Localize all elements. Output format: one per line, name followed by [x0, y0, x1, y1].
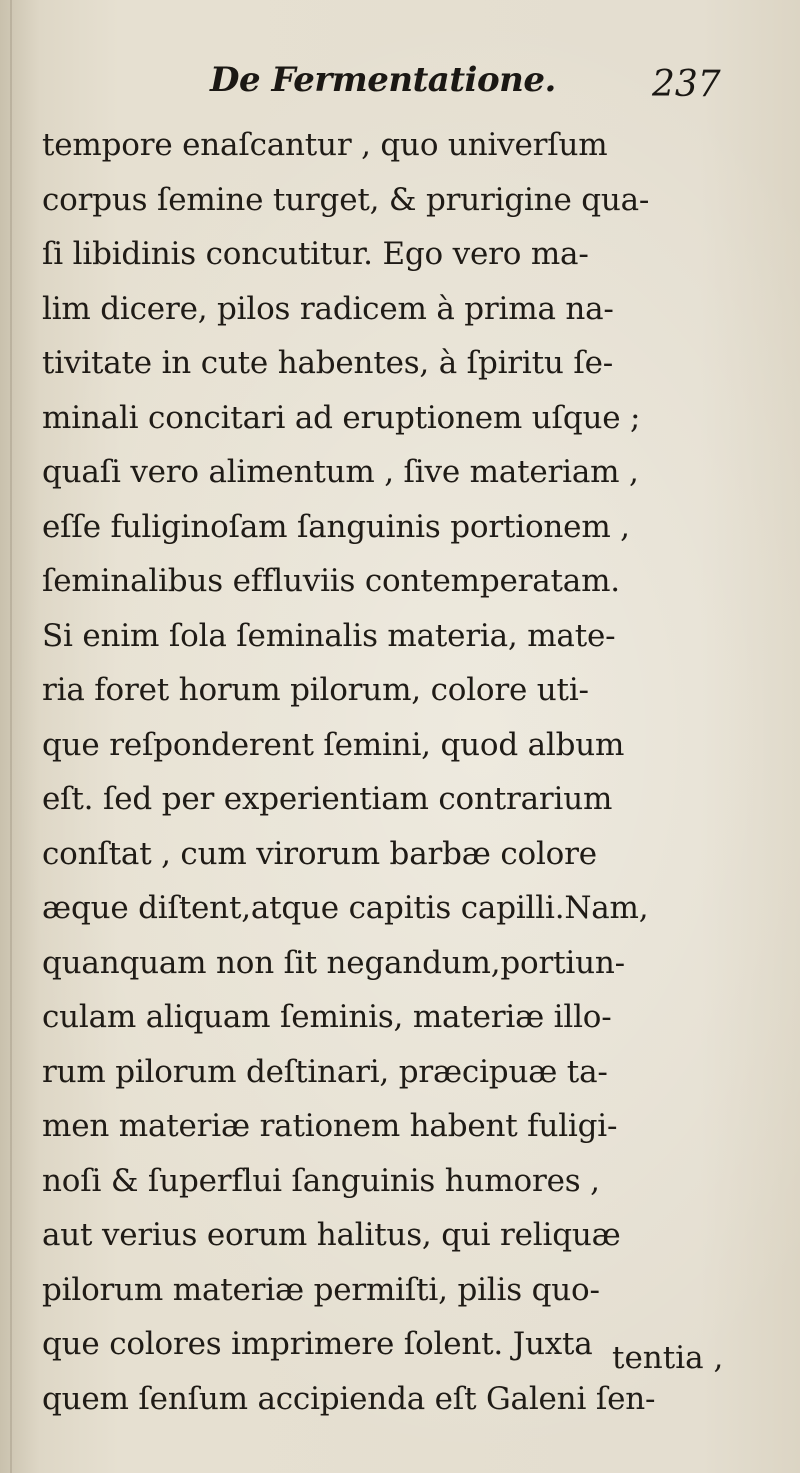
text-line: eſt. ſed per experientiam contrarium: [42, 781, 613, 817]
text-line: eſſe fuliginoſam ſanguinis portionem ,: [42, 508, 630, 545]
text-line: corpus ſemine turget, & prurigine qua-: [42, 181, 650, 218]
text-line: aut verius eorum halitus, qui reliquæ: [42, 1217, 621, 1253]
page-header: [0, 60, 800, 110]
text-line: pilorum materiæ permiſti, pilis quo-: [42, 1271, 600, 1308]
text-line: quaſi vero alimentum , ſive materiam ,: [42, 454, 639, 490]
page-number: 237: [652, 64, 721, 105]
text-line: minali concitari ad eruptionem uſque ;: [42, 399, 641, 436]
text-line: ſeminalibus effluviis contemperatam.: [42, 563, 620, 599]
text-line: quanquam non ſit negandum,portiun-: [42, 944, 625, 981]
text-line: tempore enaſcantur , quo univerſum: [42, 127, 608, 163]
running-title: De Fermentatione.: [210, 60, 556, 100]
text-line: lim dicere, pilos radicem à prima na-: [42, 290, 614, 327]
text-line: tivitate in cute habentes, à ſpiritu ſe-: [42, 345, 614, 381]
binding-gutter: [10, 0, 12, 1473]
catchword: tentia ,: [612, 1340, 724, 1376]
text-line: æque diſtent,atque capitis capilli.Nam,: [42, 890, 649, 926]
text-line: culam aliquam ſeminis, materiæ illo-: [42, 999, 612, 1035]
text-line: men materiæ rationem habent fuligi-: [42, 1108, 618, 1144]
text-line: conſtat , cum virorum barbæ colore: [42, 835, 597, 872]
body-text: [42, 118, 800, 1426]
text-line: rum pilorum deſtinari, præcipuæ ta-: [42, 1053, 608, 1090]
text-line: noſi & ſuperflui ſanguinis humores ,: [42, 1162, 600, 1199]
text-line: ſi libidinis concutitur. Ego vero ma-: [42, 236, 589, 272]
text-line: ria foret horum pilorum, colore uti-: [42, 672, 589, 708]
text-line: que colores imprimere ſolent. Juxta: [42, 1326, 593, 1362]
text-line: Si enim ſola ſeminalis materia, mate-: [42, 617, 616, 654]
text-line: que reſponderent ſemini, quod album: [42, 726, 625, 763]
text-line: quem ſenſum accipienda eſt Galeni ſen-: [42, 1380, 656, 1417]
